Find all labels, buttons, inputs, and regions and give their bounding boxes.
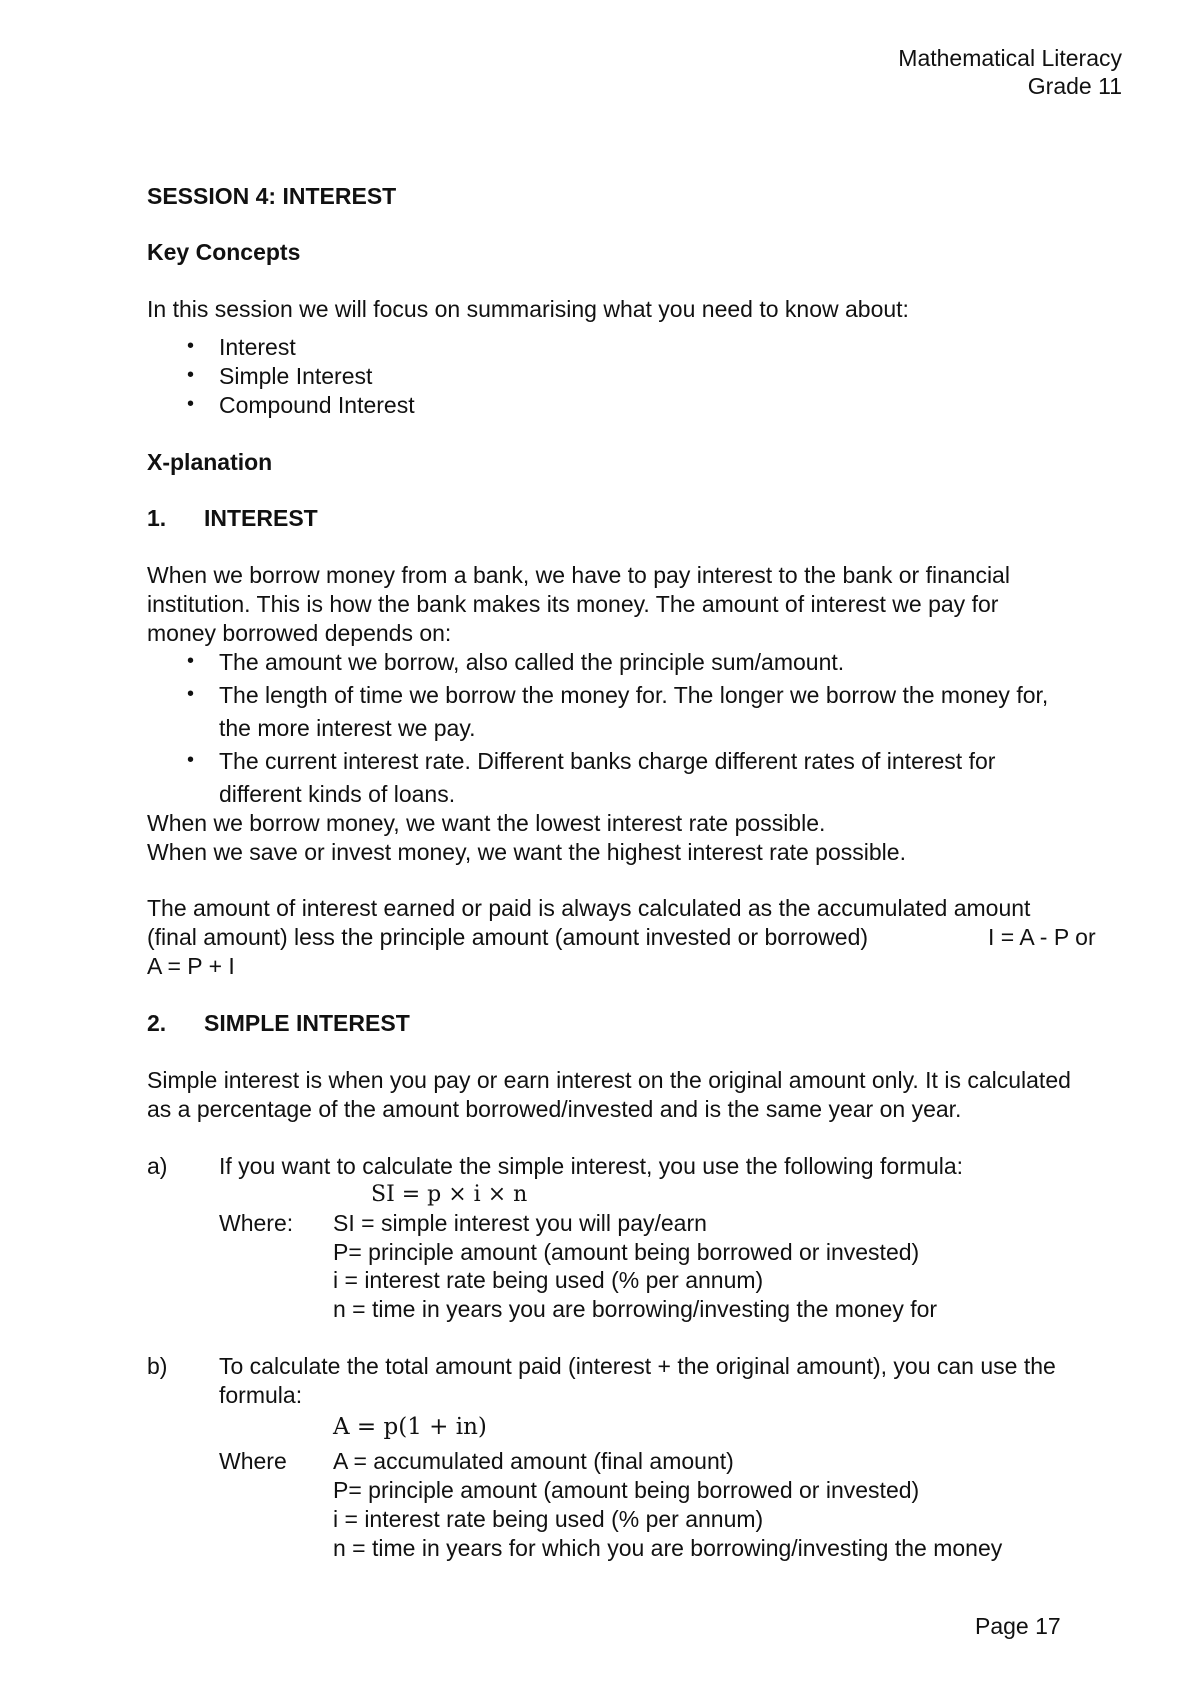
- list-item: The amount we borrow, also called the principle sum/amount.: [219, 649, 845, 675]
- section1-para-line: institution. This is how the bank makes its money. The amount of interest we pay for: [147, 591, 999, 617]
- bullet-icon: •: [187, 683, 195, 705]
- bullet-icon: •: [187, 393, 195, 415]
- part-b-where-label: Where: [219, 1448, 287, 1474]
- section1-calc-line: (final amount) less the principle amount (amount invested or borrowed): [147, 924, 869, 950]
- bullet-icon: •: [187, 364, 195, 386]
- part-b-text-line: To calculate the total amount paid (interest + the original amount), you can use the: [219, 1353, 1056, 1379]
- definition-line: n = time in years you are borrowing/investing the money for: [333, 1296, 938, 1322]
- section1-para-line: money borrowed depends on:: [147, 620, 452, 646]
- part-b-label: b): [147, 1353, 168, 1379]
- section2-para-line: Simple interest is when you pay or earn interest on the original amount only. It is calculated: [147, 1067, 1071, 1093]
- section1-after-line: When we save or invest money, we want the highest interest rate possible.: [147, 839, 906, 865]
- list-item: Interest: [219, 334, 296, 360]
- part-b-text-line: formula:: [219, 1382, 303, 1408]
- bullet-icon: •: [187, 650, 195, 672]
- section1-title: INTEREST: [204, 505, 318, 531]
- list-item: Simple Interest: [219, 363, 373, 389]
- definition-line: A = accumulated amount (final amount): [333, 1448, 734, 1474]
- list-item-continued: different kinds of loans.: [219, 781, 456, 807]
- accumulated-amount-formula: A = p(1 + in): [333, 1414, 487, 1440]
- definition-line: i = interest rate being used (% per annum): [333, 1267, 764, 1293]
- key-concepts-heading: Key Concepts: [147, 239, 301, 265]
- section1-para-line: When we borrow money from a bank, we have to pay interest to the bank or financial: [147, 562, 1010, 588]
- section2-number: 2.: [147, 1010, 167, 1036]
- list-item: The length of time we borrow the money for. The longer we borrow the money for,: [219, 682, 1049, 708]
- section1-after-line: When we borrow money, we want the lowest interest rate possible.: [147, 810, 826, 836]
- part-a-text: If you want to calculate the simple interest, you use the following formula:: [219, 1153, 964, 1179]
- xplanation-heading: X-planation: [147, 449, 273, 475]
- simple-interest-formula: SI = p × i × n: [371, 1182, 528, 1207]
- section1-calc-line: A = P + I: [147, 953, 235, 979]
- list-item-continued: the more interest we pay.: [219, 715, 476, 741]
- list-item: The current interest rate. Different banks charge different rates of interest for: [219, 748, 996, 774]
- part-a-where-label: Where:: [219, 1210, 294, 1236]
- section1-number: 1.: [147, 505, 167, 531]
- bullet-icon: •: [187, 335, 195, 357]
- page-number: Page 17: [975, 1613, 1061, 1639]
- section2-para-line: as a percentage of the amount borrowed/invested and is the same year on year.: [147, 1096, 962, 1122]
- section2-title: SIMPLE INTEREST: [204, 1010, 410, 1036]
- definition-line: i = interest rate being used (% per annum): [333, 1506, 764, 1532]
- interest-formula: I = A - P or: [988, 924, 1096, 950]
- definition-line: P= principle amount (amount being borrowed or invested): [333, 1477, 920, 1503]
- part-a-label: a): [147, 1153, 168, 1179]
- session-title: SESSION 4: INTEREST: [147, 183, 397, 209]
- definition-line: P= principle amount (amount being borrowed or invested): [333, 1239, 920, 1265]
- list-item: Compound Interest: [219, 392, 415, 418]
- key-concepts-intro: In this session we will focus on summarising what you need to know about:: [147, 296, 909, 322]
- section1-calc-line: The amount of interest earned or paid is always calculated as the accumulated amount: [147, 895, 1031, 921]
- header-subject: Mathematical Literacy: [898, 45, 1122, 71]
- definition-line: n = time in years for which you are borrowing/investing the money: [333, 1535, 1003, 1561]
- bullet-icon: •: [187, 749, 195, 771]
- header-grade: Grade 11: [1027, 73, 1122, 99]
- definition-line: SI = simple interest you will pay/earn: [333, 1210, 707, 1236]
